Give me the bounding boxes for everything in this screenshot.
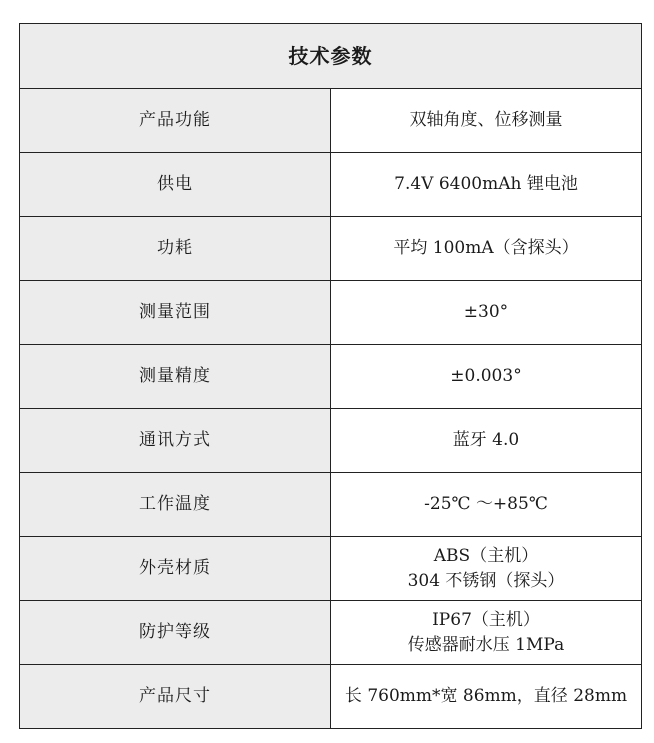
table-row: [20, 601, 642, 665]
table-row: [20, 665, 642, 729]
row-label: 测量范围: [20, 281, 331, 345]
value-line: -25℃ ～+85℃: [424, 494, 548, 514]
row-value: [331, 537, 642, 601]
spec-table: [19, 23, 642, 729]
table-row: [20, 89, 642, 153]
row-value: [331, 217, 642, 281]
row-value: [331, 665, 642, 729]
value-line: ±30°: [463, 302, 509, 322]
row-value: [331, 473, 642, 537]
row-value: [331, 601, 642, 665]
value-line: ±0.003°: [450, 366, 522, 386]
table-row: [20, 473, 642, 537]
table-row: [20, 345, 642, 409]
row-label: 测量精度: [20, 345, 331, 409]
row-value: [331, 153, 642, 217]
value-line: 传感器耐水压 1MPa: [407, 634, 565, 655]
row-value: [331, 281, 642, 345]
value-line: 304 不锈钢（探头）: [407, 570, 565, 591]
row-label: 通讯方式: [20, 409, 331, 473]
row-label: 产品尺寸: [20, 665, 331, 729]
table-row: [20, 409, 642, 473]
value-line: ABS（主机）: [433, 545, 539, 566]
table-row: [20, 153, 642, 217]
table-title: 技术参数: [20, 24, 642, 89]
row-label: 防护等级: [20, 601, 331, 665]
table-row: [20, 217, 642, 281]
row-label: 产品功能: [20, 89, 331, 153]
table-row: [20, 537, 642, 601]
value-line: 平均 100mA（含探头）: [393, 238, 579, 258]
row-label: 外壳材质: [20, 537, 331, 601]
row-value: [331, 409, 642, 473]
table-header-row: [20, 24, 642, 89]
row-label: 工作温度: [20, 473, 331, 537]
row-label: 功耗: [20, 217, 331, 281]
value-line: IP67（主机）: [432, 609, 540, 630]
value-line: 7.4V 6400mAh 锂电池: [394, 174, 578, 194]
row-value: [331, 345, 642, 409]
value-line: 双轴角度、位移测量: [409, 110, 563, 130]
table-row: [20, 281, 642, 345]
value-line: 长 760mm*宽 86mm，直径 28mm: [344, 686, 628, 706]
row-value: [331, 89, 642, 153]
row-label: 供电: [20, 153, 331, 217]
value-line: 蓝牙 4.0: [452, 430, 520, 450]
